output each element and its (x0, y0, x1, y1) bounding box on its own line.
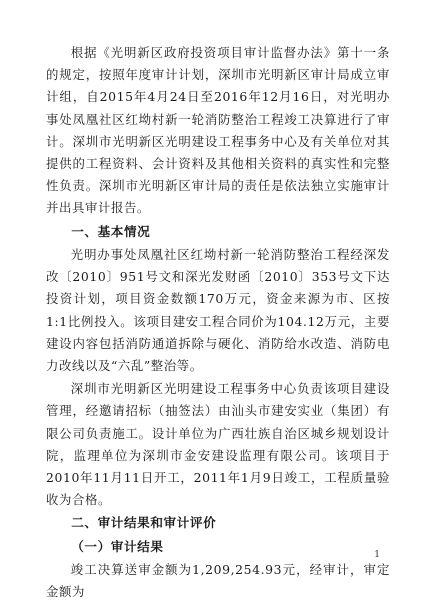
section-2-heading: 二、审计结果和审计评价 (71, 515, 217, 531)
section-1-paragraph-1: 光明办事处凤凰社区红坳村新一轮消防整治工程经深发改〔2010〕951号文和深光发财函〔2010〕353号文下达投资计划，项目资金数额170万元，资金来源为市、区按1:1比例投入。该项目建安工程合同价为104.12万元，主要建设内容包括消防通道拆除与硬化、消防给水改造、消防电力改线以及“六乱”整治等。 (46, 247, 390, 374)
page-number: 1 (374, 550, 380, 560)
intro-paragraph: 根据《光明新区政府投资项目审计监督办法》第十一条的规定，按照年度审计计划，深圳市光明新区审计局成立审计组，自2015年4月24日至2016年12月16日，对光明办事处凤凰社区红坳村新一轮消防整治工程竣工决算进行了审计。深圳市光明新区光明建设工程事务中心及有关单位对其提供的工程资料、会计资料及其他相关资料的真实性和完整性负责。深圳市光明新区审计局的责任是依法独立实施审计并出具审计报告。 (46, 45, 390, 216)
section-1-paragraph-2: 深圳市光明新区光明建设工程事务中心负责该项目建设管理，经邀请招标（抽签法）由汕头市建安实业（集团）有限公司负责施工。设计单位为广西壮族自治区城乡规划设计院，监理单位为深圳市金安建设监理有限公司。该项目于2010年11月11日开工，2011年1月9日竣工，工程质量验收为合格。 (46, 381, 390, 508)
section-2-paragraph-1: 竣工决算送审金额为1,209,254.93元，经审计，审定金额为 (46, 562, 390, 600)
section-2-subheading-1: （一）审计结果 (71, 538, 164, 554)
section-1-heading: 一、基本情况 (71, 223, 151, 239)
